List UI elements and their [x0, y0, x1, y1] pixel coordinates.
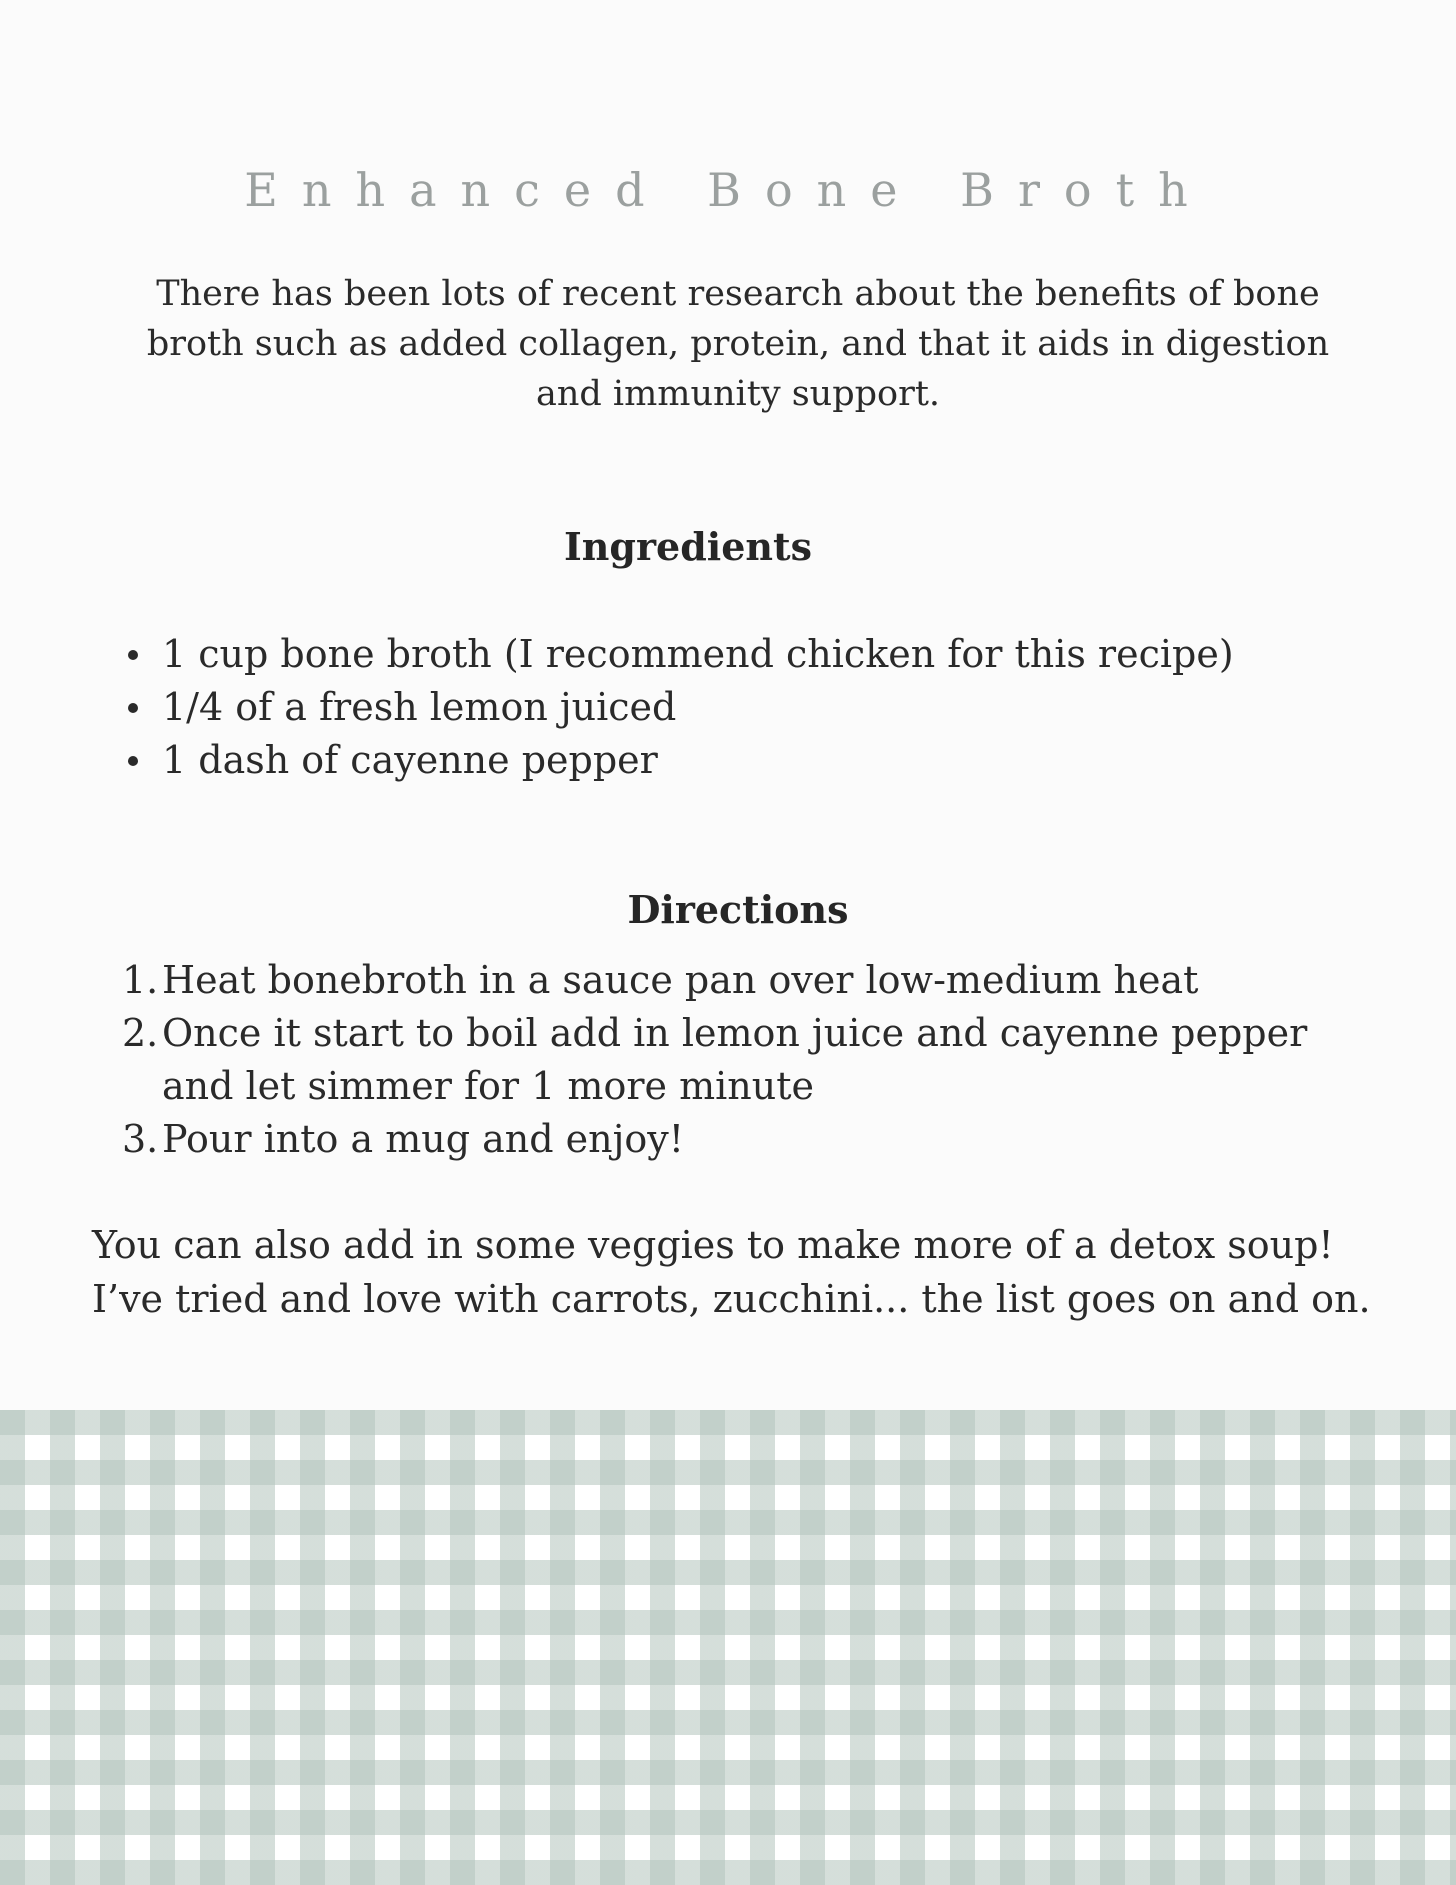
bullet-icon — [128, 756, 138, 766]
step-number: 2. — [122, 1011, 159, 1055]
ingredient-text: 1 cup bone broth (I recommend chicken for this recipe) — [162, 632, 1234, 676]
directions-list — [122, 954, 1352, 1166]
list-item — [122, 1007, 1352, 1113]
ingredient-text: 1/4 of a fresh lemon juiced — [162, 685, 677, 729]
list-item — [120, 681, 1320, 734]
list-item — [120, 734, 1320, 787]
ingredients-heading: Ingredients — [564, 524, 812, 569]
step-number: 1. — [122, 958, 159, 1002]
gingham-pattern-footer — [0, 1410, 1456, 1885]
directions-heading: Directions — [627, 887, 849, 932]
step-number: 3. — [122, 1117, 159, 1161]
bullet-icon — [128, 650, 138, 660]
list-item — [122, 954, 1352, 1007]
step-text: Heat bonebroth in a sauce pan over low-medium heat — [162, 958, 1199, 1002]
outro-line: I’ve tried and love with carrots, zucchini... the list goes on and on. — [92, 1277, 1371, 1321]
recipe-title: Enhanced Bone Broth — [244, 163, 1212, 217]
ingredient-text: 1 dash of cayenne pepper — [162, 738, 658, 782]
list-item — [120, 628, 1320, 681]
list-item — [122, 1113, 1352, 1166]
step-text: Once it start to boil add in lemon juice and cayenne pepper and let simmer for 1 more minute — [162, 1011, 1308, 1108]
ingredients-list — [120, 628, 1320, 787]
bullet-icon — [128, 703, 138, 713]
outro-line: You can also add in some veggies to make more of a detox soup! — [92, 1223, 1334, 1267]
step-text: Pour into a mug and enjoy! — [162, 1117, 685, 1161]
intro-paragraph: There has been lots of recent research about the benefits of bone broth such as added collagen, protein, and that it aids in digestion and immunity support. — [146, 274, 1330, 414]
outro-paragraph — [92, 1218, 1412, 1326]
